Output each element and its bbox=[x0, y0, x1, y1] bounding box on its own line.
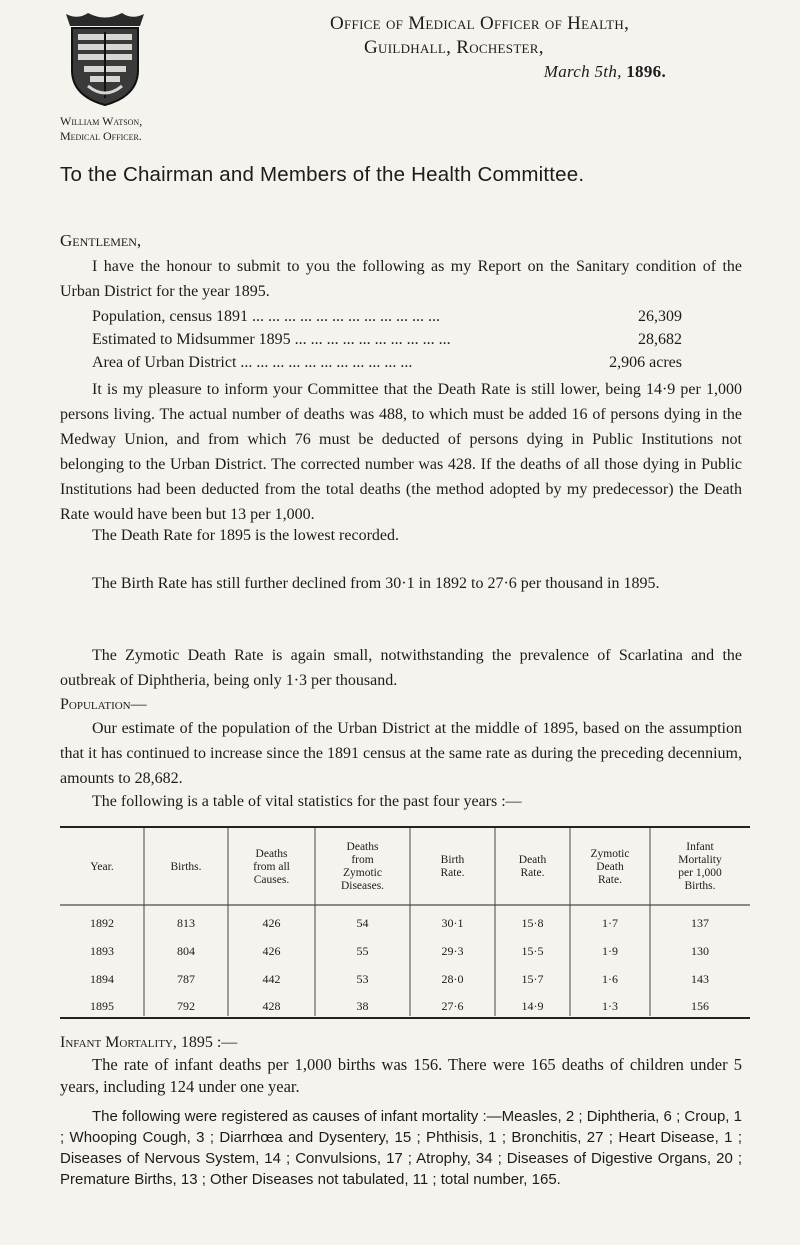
table-header-cell bbox=[570, 848, 650, 887]
table-header-line: Death bbox=[596, 860, 624, 873]
table-cell: 15·8 bbox=[521, 916, 544, 930]
table-header-line: Births. bbox=[170, 860, 202, 873]
table-cell: 804 bbox=[177, 944, 195, 958]
officer-name: William Watson, bbox=[60, 114, 143, 128]
table-cell: 1·3 bbox=[602, 999, 618, 1013]
table-cell: 130 bbox=[691, 944, 709, 958]
table-cell: 442 bbox=[262, 972, 281, 986]
table-cell: 15·5 bbox=[521, 944, 544, 958]
table-cell: 156 bbox=[691, 999, 709, 1013]
table-cell: 54 bbox=[356, 916, 369, 930]
table-cell: 428 bbox=[262, 999, 281, 1013]
population-paragraph: Our estimate of the population of the Urban District at the middle of 1895, based on the assumption that it has continued to increase since the 1891 census at the same rate as during the preceding decennium, amounts to 28,682. bbox=[60, 720, 742, 787]
table-header-line: Causes. bbox=[253, 873, 290, 886]
vital-statistics-table bbox=[60, 826, 750, 1020]
table-header-line: Zymotic bbox=[590, 847, 630, 860]
table-header-line: Infant bbox=[686, 841, 714, 853]
infant-mortality-heading: Infant Mortality, 1895 :— bbox=[60, 1034, 238, 1051]
summary-label: Population, census 1891 ... ... ... ... ... ... ... ... ... ... ... ... bbox=[92, 308, 440, 325]
table-cell: 1894 bbox=[90, 972, 114, 986]
table-cell: 14·9 bbox=[521, 999, 544, 1013]
zymotic-paragraph: The Zymotic Death Rate is again small, notwithstanding the prevalence of Scarlatina and the outbreak of Diphtheria, being only 1·3 per thousand. bbox=[60, 647, 742, 689]
officer-title: Medical Officer. bbox=[60, 129, 142, 143]
office-address bbox=[330, 12, 690, 84]
table-cell: 1·6 bbox=[602, 972, 618, 986]
greeting: Gentlemen, bbox=[60, 231, 142, 250]
office-line1: Office of Medical Officer of Health, bbox=[330, 13, 630, 34]
date-day: March 5th, bbox=[543, 62, 622, 81]
table-header-cell bbox=[228, 848, 315, 887]
table-cell: 1·7 bbox=[602, 916, 618, 930]
date-year: 1896. bbox=[626, 62, 666, 81]
table-cell: 30·1 bbox=[441, 916, 464, 930]
table-header-line: from bbox=[351, 854, 374, 866]
table-header-line: Mortality bbox=[678, 854, 722, 866]
table-header-line: Deaths bbox=[346, 841, 379, 853]
death-rate-paragraph: It is my pleasure to inform your Committee that the Death Rate is still lower, being 14·9 per 1,000 persons living. The actual number of deaths was 488, to which must be added 16 of persons dying in the Medway Union, and from which 76 must be deducted of persons dying in Public Institutions not belonging to the Urban District. The corrected number was 428. If the deaths of all those dying in Public Institutions had been deducted from the total deaths (the method adopted by my predecessor) the Death Rate would have been but 13 per 1,000. bbox=[60, 381, 742, 523]
summary-label: Area of Urban District ... ... ... ... ... ... ... ... ... ... ... bbox=[92, 354, 413, 371]
table-cell: 1893 bbox=[90, 944, 114, 958]
summary-value: 2,906 acres bbox=[609, 354, 682, 371]
table-header-line: Birth bbox=[440, 854, 465, 866]
table-header-cell bbox=[315, 841, 410, 893]
table-header-cell bbox=[144, 861, 228, 874]
officer-block bbox=[60, 114, 142, 144]
report-date bbox=[330, 60, 690, 84]
table-cell: 29·3 bbox=[441, 944, 464, 958]
infant-causes-paragraph: The following were registered as causes of infant mortality :—Measles, 2 ; Diphtheria, 6 ; Croup, 1 ; Whooping Cough, 3 ; Diarrhœa and Dysentery, 15 ; Phthisis, 1 ; Bronchitis, 27 ; Heart Disease, 1 ; Diseases of Nervous System, 14 ; Convulsions, 17 ; Atrophy, 34 ; Diseases of Digestive Organs, 20 ; Premature Births, 13 ; Other Diseases not tabulated, 11 ; total number, 165. bbox=[60, 1108, 742, 1188]
summary-value: 28,682 bbox=[638, 331, 682, 348]
summary-figures bbox=[92, 305, 682, 374]
table-cell: 787 bbox=[177, 972, 195, 986]
office-line2: Guildhall, Rochester, bbox=[364, 37, 544, 58]
table-cell: 813 bbox=[177, 916, 195, 930]
summary-row bbox=[92, 351, 682, 374]
table-cell: 426 bbox=[262, 916, 281, 930]
intro-paragraph: I have the honour to submit to you the following as my Report on the Sanitary condition of the Urban District for the year 1895. bbox=[60, 258, 742, 300]
table-cell: 1895 bbox=[90, 999, 114, 1013]
table-header-cell bbox=[60, 861, 144, 874]
table-header-line: per 1,000 bbox=[678, 867, 722, 879]
table-header-line: Rate. bbox=[440, 867, 465, 879]
table-cell: 15·7 bbox=[521, 972, 544, 986]
table-cell: 1892 bbox=[90, 916, 114, 930]
summary-value: 26,309 bbox=[638, 308, 682, 325]
lowest-recorded-paragraph: The Death Rate for 1895 is the lowest recorded. bbox=[92, 527, 400, 544]
table-header-line: Rate. bbox=[598, 873, 622, 886]
city-crest-icon bbox=[62, 10, 148, 108]
table-cell: 27·6 bbox=[441, 999, 464, 1013]
table-cell: 143 bbox=[691, 972, 709, 986]
table-header-line: Year. bbox=[90, 860, 114, 873]
table-header-line: Death bbox=[518, 854, 547, 866]
table-intro: The following is a table of vital statistics for the past four years :— bbox=[92, 793, 522, 810]
table-header-line: Deaths bbox=[255, 847, 288, 860]
summary-row bbox=[92, 305, 682, 328]
population-heading: Population— bbox=[60, 696, 147, 713]
table-header-line: from all bbox=[253, 860, 290, 873]
table-cell: 53 bbox=[356, 972, 369, 986]
table-header-cell bbox=[650, 841, 750, 893]
summary-row bbox=[92, 328, 682, 351]
table-cell: 28·0 bbox=[441, 972, 464, 986]
table-cell: 426 bbox=[262, 944, 281, 958]
table-cell: 55 bbox=[356, 944, 369, 958]
table-cell: 1·9 bbox=[602, 944, 618, 958]
table-header-cell bbox=[495, 854, 570, 880]
summary-label: Estimated to Midsummer 1895 ... ... ... ... ... ... ... ... ... ... bbox=[92, 331, 451, 348]
table-header-line: Zymotic bbox=[343, 867, 382, 879]
salutation: To the Chairman and Members of the Health Committee. bbox=[60, 163, 585, 186]
birth-rate-paragraph: The Birth Rate has still further declined from 30·1 in 1892 to 27·6 per thousand in 1895. bbox=[92, 575, 660, 592]
table-cell: 137 bbox=[691, 916, 709, 930]
table-cell: 38 bbox=[356, 999, 369, 1013]
infant-rate-paragraph: The rate of infant deaths per 1,000 births was 156. There were 165 deaths of children under 5 years, including 124 under one year. bbox=[60, 1055, 742, 1096]
table-header-line: Births. bbox=[684, 880, 716, 892]
table-cell: 792 bbox=[177, 999, 195, 1013]
table-header-cell bbox=[410, 854, 495, 880]
table-header-line: Rate. bbox=[520, 867, 545, 879]
table-header-line: Diseases. bbox=[340, 880, 385, 892]
